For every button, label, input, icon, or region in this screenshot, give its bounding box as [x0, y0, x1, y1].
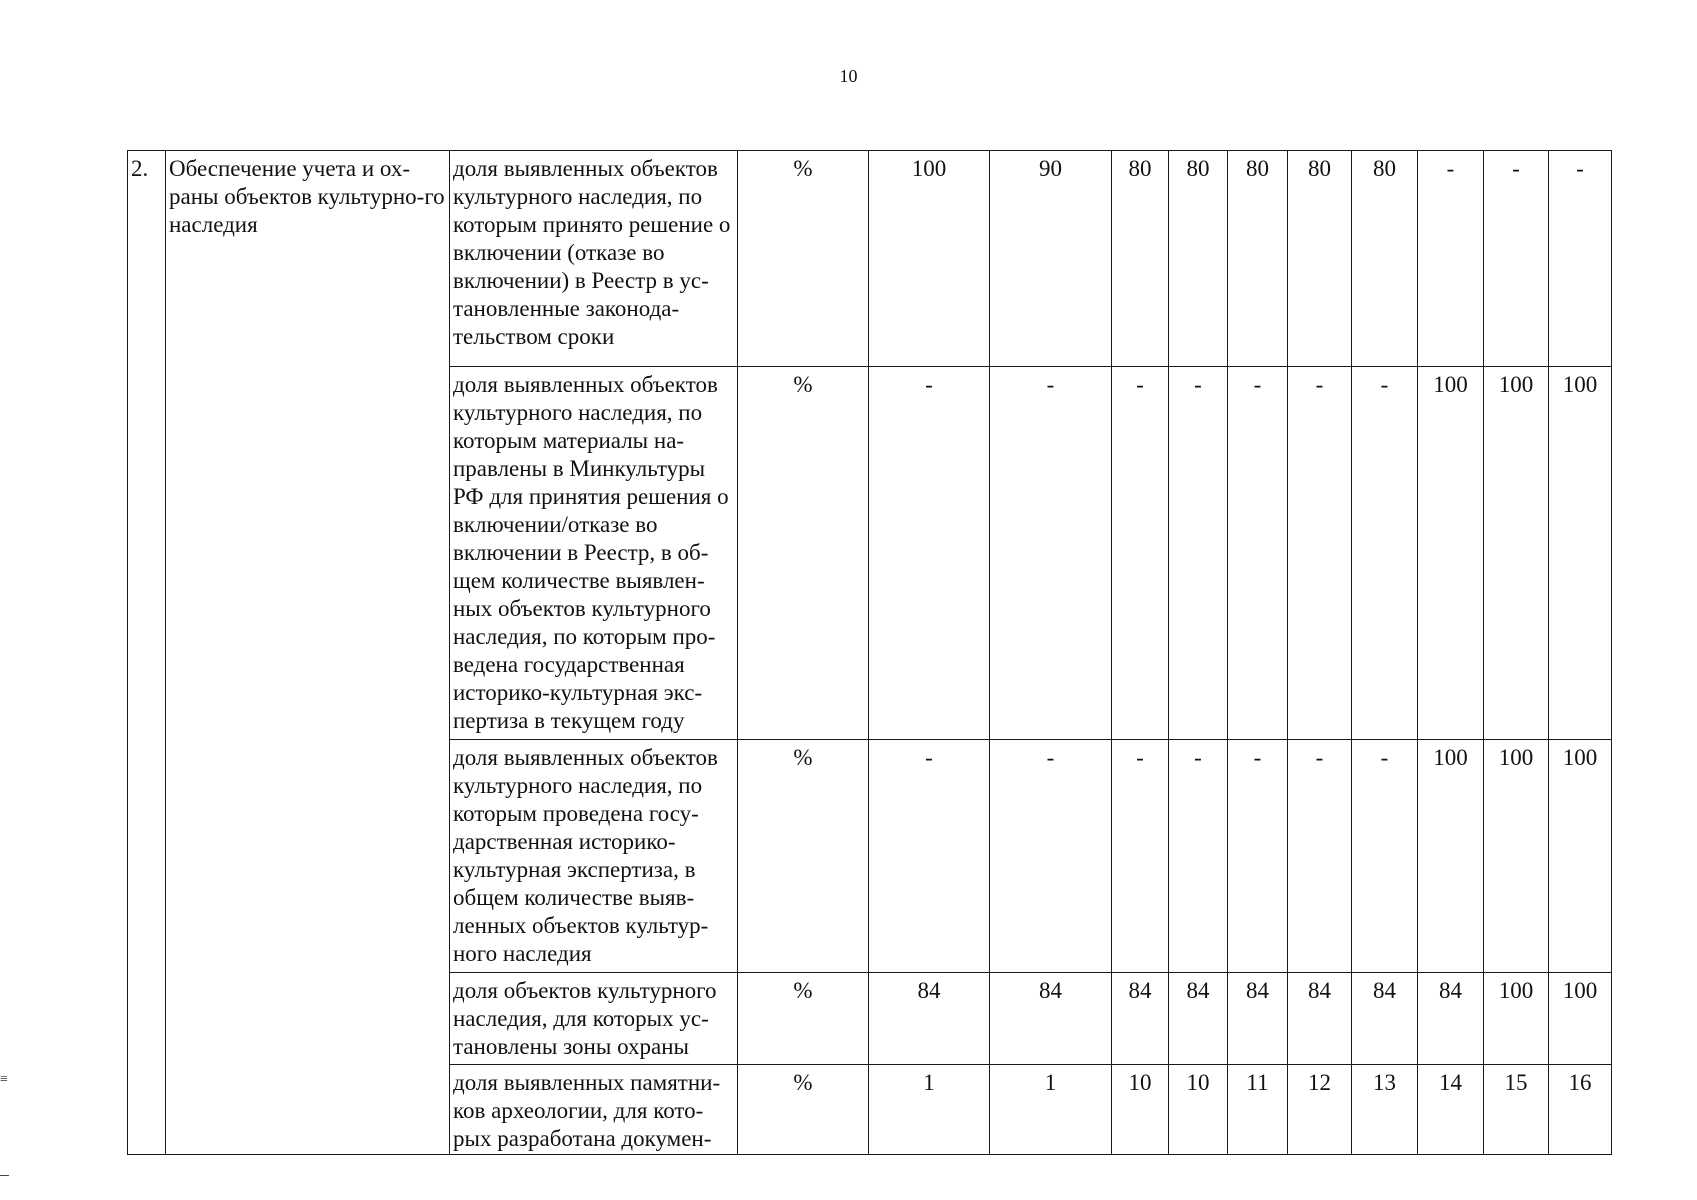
value-cell: 84 [1352, 973, 1418, 1065]
value-cell: - [1112, 740, 1169, 973]
value-cell: - [1169, 367, 1228, 740]
value-cell: 14 [1418, 1065, 1484, 1155]
unit-cell: % [738, 973, 869, 1065]
value-cell: 15 [1484, 1065, 1549, 1155]
value-cell: 100 [869, 151, 990, 367]
indicators-table [127, 150, 1612, 1155]
value-cell: - [1112, 367, 1169, 740]
value-cell: - [990, 367, 1112, 740]
table-row [128, 151, 1612, 367]
unit-cell: % [738, 151, 869, 367]
row-number-cell: 2. [128, 151, 166, 1155]
value-cell: 100 [1484, 973, 1549, 1065]
indicator-cell: доля выявленных памятни-ков археологии, для кото-рых разработана докумен- [450, 1065, 738, 1155]
value-cell: - [1352, 367, 1418, 740]
value-cell: 12 [1288, 1065, 1352, 1155]
value-cell: - [869, 740, 990, 973]
value-cell: - [1288, 367, 1352, 740]
value-cell: 100 [1549, 367, 1612, 740]
value-cell: - [1418, 151, 1484, 367]
value-cell: 13 [1352, 1065, 1418, 1155]
value-cell: 80 [1169, 151, 1228, 367]
value-cell: 100 [1549, 973, 1612, 1065]
margin-marks: ≡ [0, 1072, 8, 1087]
value-cell: 80 [1228, 151, 1288, 367]
value-cell: 80 [1288, 151, 1352, 367]
value-cell: 84 [1418, 973, 1484, 1065]
value-cell: - [1288, 740, 1352, 973]
indicator-cell: доля выявленных объектов культурного наследия, по которым принято решение о включении (отказе во включении) в Реестр в ус-тановленные законода-тельством сроки [450, 151, 738, 367]
value-cell: - [990, 740, 1112, 973]
value-cell: - [1169, 740, 1228, 973]
value-cell: 100 [1484, 367, 1549, 740]
page-number: 10 [839, 66, 858, 86]
value-cell: 84 [1112, 973, 1169, 1065]
indicator-cell: доля объектов культурного наследия, для которых ус-тановлены зоны охраны [450, 973, 738, 1065]
value-cell: 84 [1169, 973, 1228, 1065]
value-cell: 10 [1112, 1065, 1169, 1155]
value-cell: 10 [1169, 1065, 1228, 1155]
value-cell: 84 [869, 973, 990, 1065]
value-cell: 100 [1549, 740, 1612, 973]
unit-cell: % [738, 740, 869, 973]
indicator-cell: доля выявленных объектов культурного наследия, по которым материалы на-правлены в Минкультуры РФ для принятия решения о включении/отказе во включении в Реестр, в об-щем количестве выявлен-ных объектов культурного наследия, по которым про-ведена государственная историко-культурная экс-пертиза в текущем году [450, 367, 738, 740]
unit-cell: % [738, 1065, 869, 1155]
value-cell: 90 [990, 151, 1112, 367]
value-cell: - [1352, 740, 1418, 973]
value-cell: 84 [1288, 973, 1352, 1065]
value-cell: - [1549, 151, 1612, 367]
value-cell: 100 [1484, 740, 1549, 973]
value-cell: 1 [990, 1065, 1112, 1155]
value-cell: 16 [1549, 1065, 1612, 1155]
value-cell: - [1484, 151, 1549, 367]
task-cell: Обеспечение учета и ох-раны объектов культурно-го наследия [166, 151, 450, 1155]
value-cell: - [1228, 740, 1288, 973]
margin-dash [0, 1175, 9, 1176]
value-cell: 100 [1418, 367, 1484, 740]
value-cell: 11 [1228, 1065, 1288, 1155]
value-cell: 84 [990, 973, 1112, 1065]
value-cell: 84 [1228, 973, 1288, 1065]
unit-cell: % [738, 367, 869, 740]
value-cell: 1 [869, 1065, 990, 1155]
value-cell: 100 [1418, 740, 1484, 973]
value-cell: - [1228, 367, 1288, 740]
value-cell: 80 [1352, 151, 1418, 367]
value-cell: 80 [1112, 151, 1169, 367]
indicator-cell: доля выявленных объектов культурного наследия, по которым проведена госу-дарственная историко-культурная экспертиза, в общем количестве выяв-ленных объектов культур-ного наследия [450, 740, 738, 973]
value-cell: - [869, 367, 990, 740]
